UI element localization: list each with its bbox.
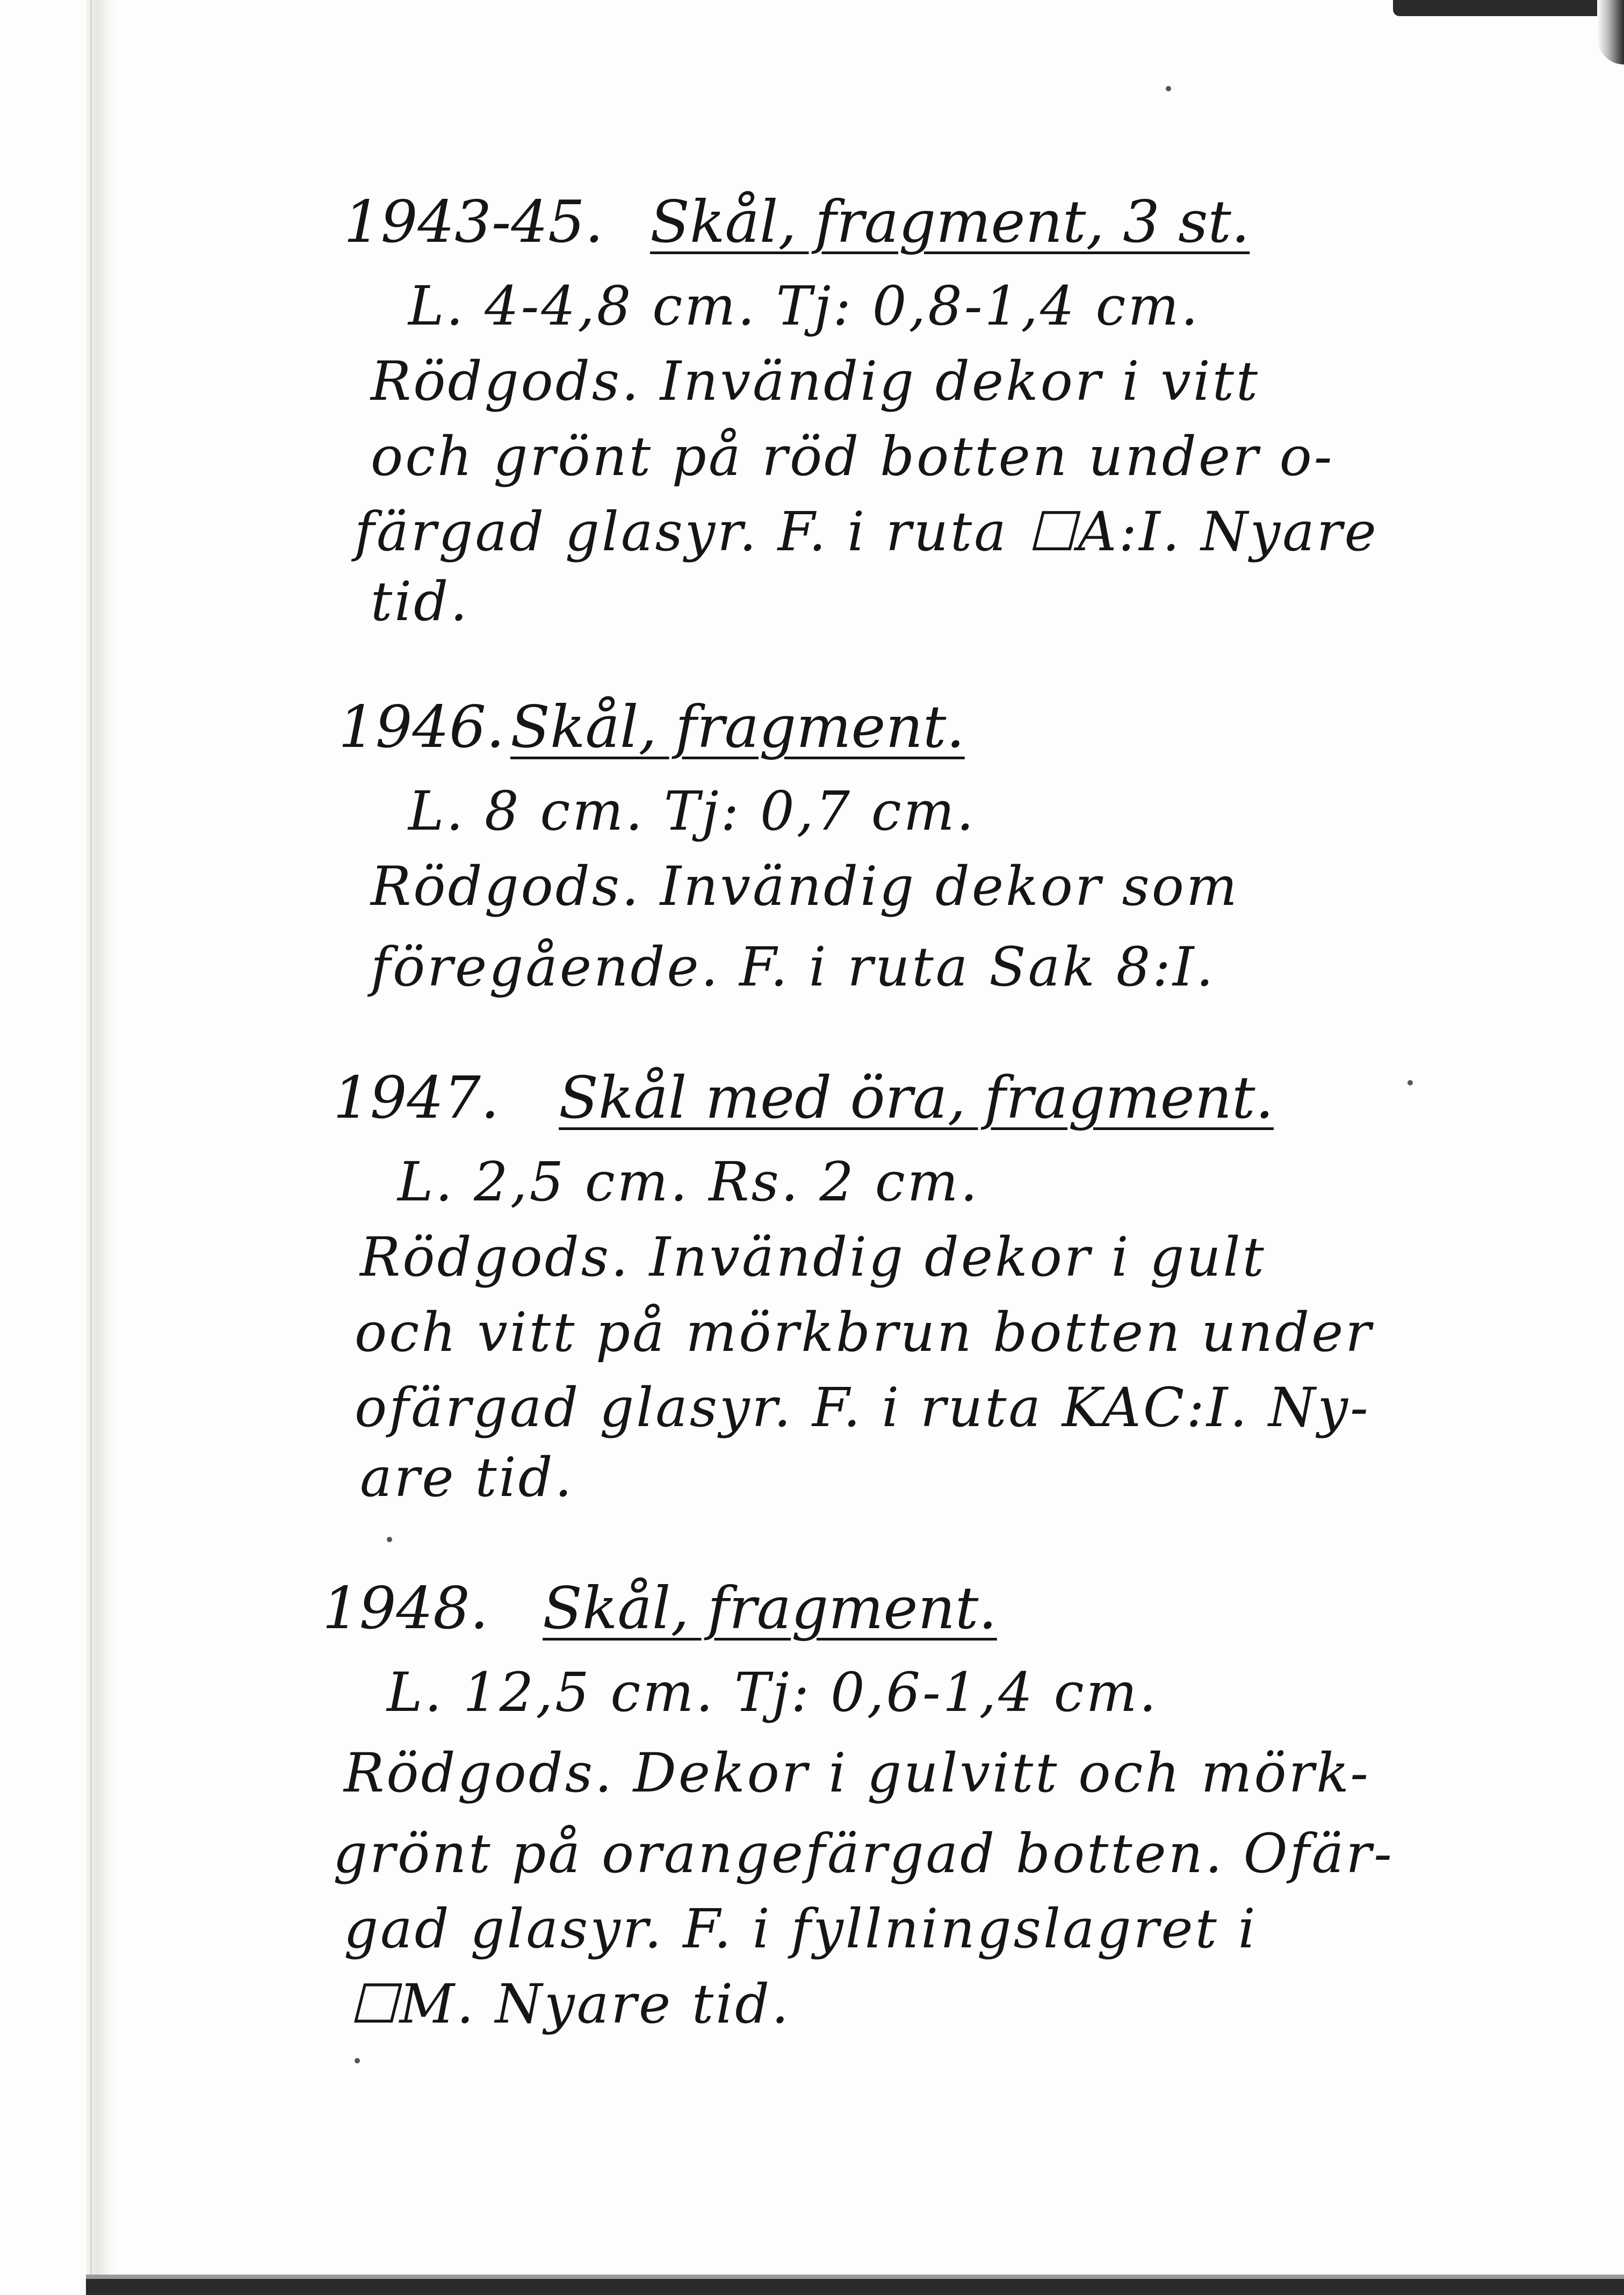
entry-text-line: tid. — [371, 570, 470, 633]
entry-text-line: are tid. — [360, 1446, 574, 1509]
entry-dimensions: L. 12,5 cm. Tj: 0,6-1,4 cm. — [387, 1661, 1159, 1724]
entry-dimensions: L. 8 cm. Tj: 0,7 cm. — [408, 780, 976, 843]
entry-dimensions: L. 4-4,8 cm. Tj: 0,8-1,4 cm. — [408, 275, 1201, 337]
scan-edge-bottom — [86, 2279, 1624, 2295]
entry-text-line: Rödgods. Invändig dekor som — [371, 855, 1239, 918]
entry-title: Skål, fragment. — [543, 1575, 997, 1642]
entry-text-line: Rödgods. Invändig dekor i vitt — [371, 350, 1260, 413]
entry-number: 1947. — [333, 1064, 500, 1132]
entry-number: 1946. — [338, 694, 505, 761]
entry-text-line: gad glasyr. F. i fyllningslagret i — [344, 1897, 1258, 1960]
scan-edge-corner — [1597, 0, 1624, 64]
entry-title: Skål, fragment, 3 st. — [650, 189, 1250, 256]
entry-title: Skål, fragment. — [510, 694, 965, 761]
entry-title: Skål med öra, fragment. — [559, 1064, 1274, 1132]
entry-text-line: och vitt på mörkbrun botten under — [355, 1301, 1374, 1364]
paper-speck — [387, 1537, 392, 1542]
entry-text-line: ☐M. Nyare tid. — [349, 1973, 791, 2035]
paper-speck — [1166, 86, 1171, 91]
entry-number: 1943-45. — [344, 189, 604, 256]
entry-text-line: Rödgods. Dekor i gulvitt och mörk- — [344, 1742, 1371, 1804]
entry-text-line: Rödgods. Invändig dekor i gult — [360, 1226, 1266, 1289]
entry-dimensions: L. 2,5 cm. Rs. 2 cm. — [398, 1150, 980, 1213]
entry-text-line: grönt på orangefärgad botten. Ofär- — [333, 1822, 1394, 1885]
scan-edge-bottom-shadow — [86, 2275, 1624, 2279]
entry-text-line: färgad glasyr. F. i ruta ☐A:I. Nyare — [355, 500, 1378, 563]
entry-text-line: och grönt på röd botten under o- — [371, 425, 1334, 488]
paper-speck — [355, 2058, 360, 2063]
paper-speck — [1408, 1080, 1413, 1085]
binding-edge — [90, 0, 92, 2295]
entry-number: 1948. — [322, 1575, 489, 1642]
scan-edge-top — [1393, 0, 1624, 16]
entry-text-line: föregående. F. i ruta Sak 8:I. — [371, 936, 1216, 998]
entry-text-line: ofärgad glasyr. F. i ruta KAC:I. Ny- — [355, 1376, 1370, 1439]
